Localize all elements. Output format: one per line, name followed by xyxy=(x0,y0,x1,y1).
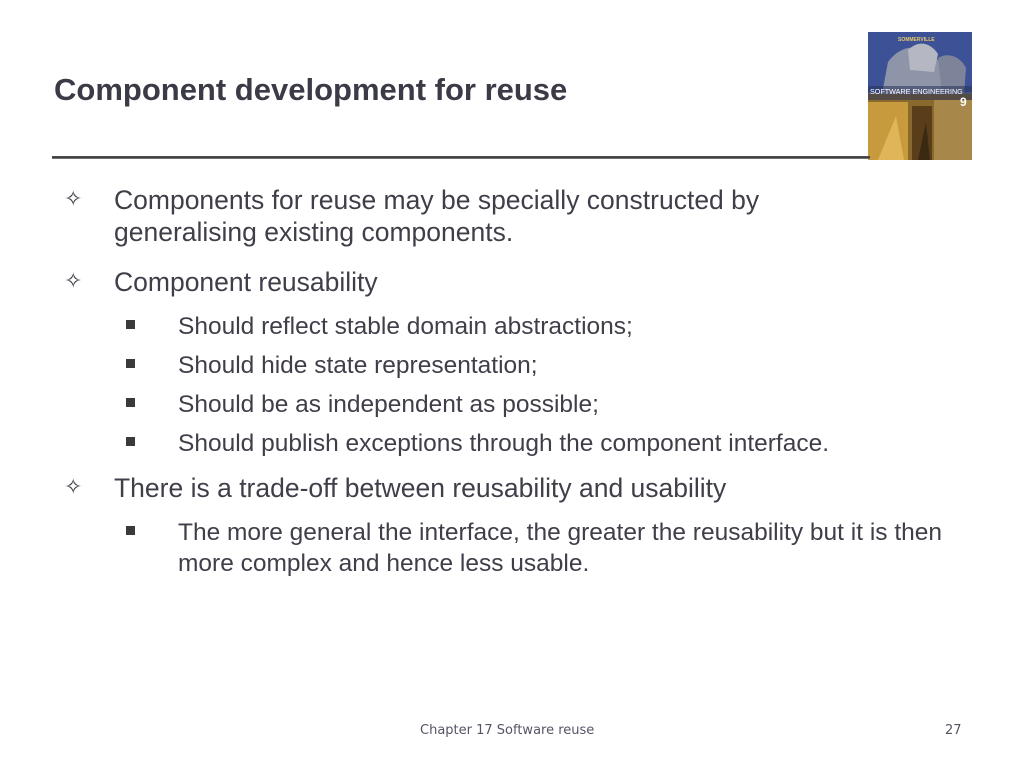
bullet-text: There is a trade-off between reusability and usability xyxy=(114,473,727,503)
sub-bullet-item xyxy=(126,517,956,579)
square-bullet-icon xyxy=(126,359,135,368)
bullet-item xyxy=(64,184,944,248)
cover-author: SOMMERVILLE xyxy=(898,37,935,43)
slide-title: Component development for reuse xyxy=(54,72,568,107)
sub-bullet-text: Should be as independent as possible; xyxy=(178,391,599,418)
four-point-star-icon: ✧ xyxy=(64,475,83,500)
sub-bullet-item xyxy=(126,428,956,459)
four-point-star-icon: ✧ xyxy=(64,269,83,294)
cover-title: SOFTWARE ENGINEERING xyxy=(870,87,963,96)
footer-page-number: 27 xyxy=(945,723,962,738)
sub-bullet-item xyxy=(126,350,956,381)
sub-bullet-text: Should hide state representation; xyxy=(178,352,538,379)
bullet-item xyxy=(64,266,944,298)
bullet-text: Components for reuse may be specially constructed by generalising existing components. xyxy=(114,185,760,247)
square-bullet-icon xyxy=(126,320,135,329)
bullet-item xyxy=(64,472,944,504)
four-point-star-icon: ✧ xyxy=(64,187,83,212)
square-bullet-icon xyxy=(126,398,135,407)
sub-bullet-item xyxy=(126,389,956,420)
square-bullet-icon xyxy=(126,437,135,446)
sub-bullet-text: Should publish exceptions through the component interface. xyxy=(178,430,830,457)
square-bullet-icon xyxy=(126,526,135,535)
book-cover-image xyxy=(868,32,972,160)
bullet-text: Component reusability xyxy=(114,267,378,297)
footer-chapter: Chapter 17 Software reuse xyxy=(420,723,595,738)
cover-edition: 9 xyxy=(960,95,967,109)
title-divider xyxy=(52,156,870,159)
sub-bullet-text: The more general the interface, the greater the reusability but it is then more complex and hence less usable. xyxy=(178,519,943,577)
sub-bullet-item xyxy=(126,311,956,342)
sub-bullet-text: Should reflect stable domain abstractions; xyxy=(178,313,633,340)
book-cover-illustration xyxy=(868,32,972,160)
